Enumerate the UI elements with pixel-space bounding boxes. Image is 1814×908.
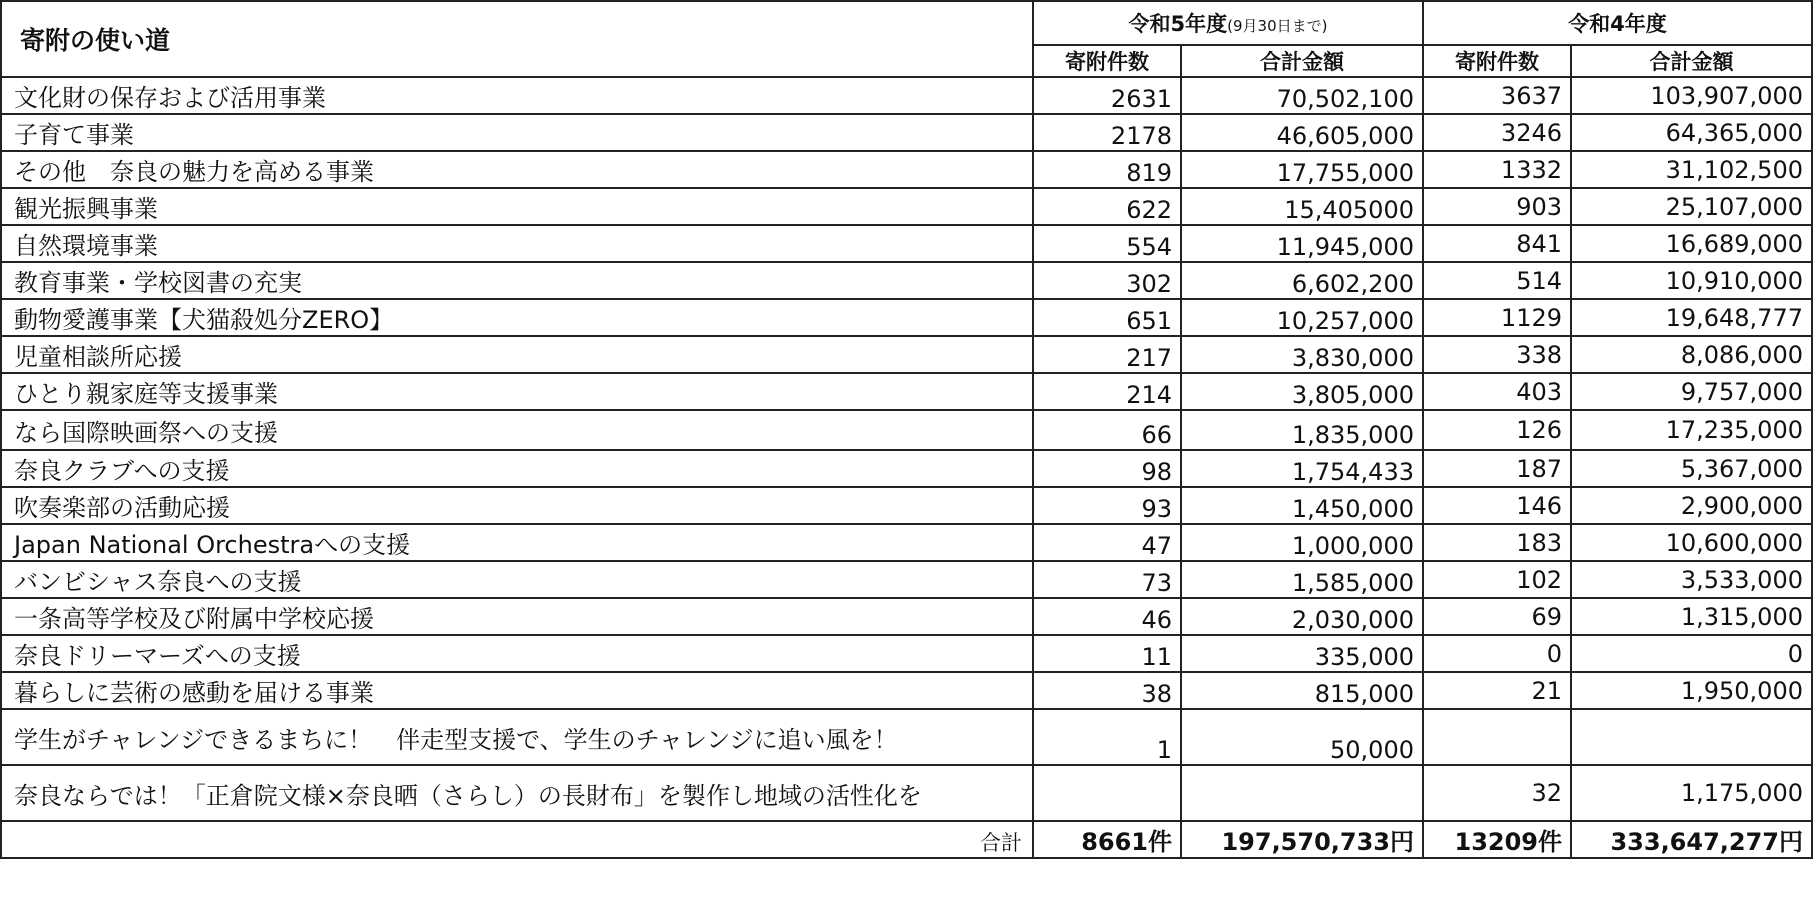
row-r4-amount: 5,367,000 <box>1571 450 1812 487</box>
row-r5-amount: 2,030,000 <box>1181 598 1423 635</box>
row-r4-amount: 64,365,000 <box>1571 114 1812 151</box>
table-row <box>1 225 1812 262</box>
row-r5-amount: 11,945,000 <box>1181 225 1423 262</box>
row-r4-amount: 8,086,000 <box>1571 336 1812 373</box>
row-name: 動物愛護事業【犬猫殺処分ZERO】 <box>1 299 1033 336</box>
row-r5-amount <box>1181 765 1423 821</box>
row-r5-count: 302 <box>1033 262 1181 299</box>
row-name: 奈良クラブへの支援 <box>1 450 1033 487</box>
total-r5-amount: 197,570,733円 <box>1181 821 1423 858</box>
header-r5-label: 令和5年度 <box>1128 12 1228 36</box>
row-r5-amount: 70,502,100 <box>1181 77 1423 114</box>
row-r4-amount: 10,600,000 <box>1571 524 1812 561</box>
table-row <box>1 77 1812 114</box>
row-r4-count: 903 <box>1423 188 1571 225</box>
total-r5-count: 8661件 <box>1033 821 1181 858</box>
table-row <box>1 765 1812 821</box>
row-r5-count: 214 <box>1033 373 1181 410</box>
table-row <box>1 188 1812 225</box>
row-r4-count: 32 <box>1423 765 1571 821</box>
row-r5-count: 47 <box>1033 524 1181 561</box>
row-r5-count: 46 <box>1033 598 1181 635</box>
table-row <box>1 709 1812 765</box>
row-r4-count: 0 <box>1423 635 1571 672</box>
table-row <box>1 373 1812 410</box>
row-r5-count: 98 <box>1033 450 1181 487</box>
row-r4-count: 514 <box>1423 262 1571 299</box>
header-r5-amount: 合計金額 <box>1181 45 1423 77</box>
row-r5-count: 554 <box>1033 225 1181 262</box>
total-r4-count: 13209件 <box>1423 821 1571 858</box>
row-r5-count: 819 <box>1033 151 1181 188</box>
table-row <box>1 151 1812 188</box>
row-r5-count: 93 <box>1033 487 1181 524</box>
row-r4-amount: 2,900,000 <box>1571 487 1812 524</box>
row-r5-amount: 1,754,433 <box>1181 450 1423 487</box>
row-r4-amount: 1,175,000 <box>1571 765 1812 821</box>
table-row <box>1 524 1812 561</box>
row-name: 学生がチャレンジできるまちに！ 伴走型支援で、学生のチャレンジに追い風を！ <box>1 709 1033 765</box>
table-row <box>1 635 1812 672</box>
row-r5-count: 38 <box>1033 672 1181 709</box>
row-r5-count: 2631 <box>1033 77 1181 114</box>
row-r5-count: 217 <box>1033 336 1181 373</box>
row-r4-count: 403 <box>1423 373 1571 410</box>
row-r4-amount: 103,907,000 <box>1571 77 1812 114</box>
row-r4-count: 21 <box>1423 672 1571 709</box>
row-r5-amount: 815,000 <box>1181 672 1423 709</box>
row-r5-count: 66 <box>1033 410 1181 450</box>
row-r5-amount: 335,000 <box>1181 635 1423 672</box>
header-r4 <box>1423 1 1812 45</box>
table-title: 寄附の使い道 <box>1 1 1033 77</box>
table-row <box>1 598 1812 635</box>
row-name: 子育て事業 <box>1 114 1033 151</box>
row-name: 奈良ドリーマーズへの支援 <box>1 635 1033 672</box>
row-r5-amount: 3,805,000 <box>1181 373 1423 410</box>
row-r4-amount <box>1571 709 1812 765</box>
row-name: 暮らしに芸術の感動を届ける事業 <box>1 672 1033 709</box>
row-r4-count: 69 <box>1423 598 1571 635</box>
header-r5 <box>1033 1 1423 45</box>
row-r4-amount: 9,757,000 <box>1571 373 1812 410</box>
row-r4-count: 146 <box>1423 487 1571 524</box>
total-row <box>1 821 1812 858</box>
row-r4-count: 187 <box>1423 450 1571 487</box>
row-r5-count: 622 <box>1033 188 1181 225</box>
row-r5-amount: 17,755,000 <box>1181 151 1423 188</box>
row-r5-amount: 46,605,000 <box>1181 114 1423 151</box>
row-r4-amount: 1,315,000 <box>1571 598 1812 635</box>
header-r4-count: 寄附件数 <box>1423 45 1571 77</box>
row-r4-count: 1129 <box>1423 299 1571 336</box>
header-r5-note: (9月30日まで) <box>1227 17 1328 35</box>
row-r4-amount: 1,950,000 <box>1571 672 1812 709</box>
table-row <box>1 487 1812 524</box>
table-row <box>1 262 1812 299</box>
total-label: 合計 <box>1 821 1033 858</box>
row-r4-amount: 31,102,500 <box>1571 151 1812 188</box>
row-r5-amount: 3,830,000 <box>1181 336 1423 373</box>
row-r4-count: 102 <box>1423 561 1571 598</box>
table-row <box>1 672 1812 709</box>
table-row <box>1 114 1812 151</box>
row-r4-count: 3637 <box>1423 77 1571 114</box>
row-r4-count: 3246 <box>1423 114 1571 151</box>
row-r5-amount: 1,835,000 <box>1181 410 1423 450</box>
row-r4-count: 126 <box>1423 410 1571 450</box>
row-name: 自然環境事業 <box>1 225 1033 262</box>
row-name: 児童相談所応援 <box>1 336 1033 373</box>
table-row <box>1 410 1812 450</box>
row-r5-count: 651 <box>1033 299 1181 336</box>
table-row <box>1 336 1812 373</box>
row-r5-amount: 1,585,000 <box>1181 561 1423 598</box>
row-name: なら国際映画祭への支援 <box>1 410 1033 450</box>
row-name: 観光振興事業 <box>1 188 1033 225</box>
row-r5-amount: 1,000,000 <box>1181 524 1423 561</box>
header-r5-count: 寄附件数 <box>1033 45 1181 77</box>
row-name: その他 奈良の魅力を高める事業 <box>1 151 1033 188</box>
row-r4-count: 338 <box>1423 336 1571 373</box>
row-r4-amount: 16,689,000 <box>1571 225 1812 262</box>
row-r4-amount: 17,235,000 <box>1571 410 1812 450</box>
row-r5-count: 1 <box>1033 709 1181 765</box>
row-r5-amount: 6,602,200 <box>1181 262 1423 299</box>
row-r4-count: 1332 <box>1423 151 1571 188</box>
row-name: 教育事業・学校図書の充実 <box>1 262 1033 299</box>
header-r4-label: 令和4年度 <box>1568 12 1667 36</box>
table-row <box>1 450 1812 487</box>
row-r5-count: 11 <box>1033 635 1181 672</box>
total-r4-amount: 333,647,277円 <box>1571 821 1812 858</box>
row-r4-amount: 19,648,777 <box>1571 299 1812 336</box>
row-r4-amount: 3,533,000 <box>1571 561 1812 598</box>
row-r5-count: 2178 <box>1033 114 1181 151</box>
row-r4-amount: 0 <box>1571 635 1812 672</box>
header-r4-amount: 合計金額 <box>1571 45 1812 77</box>
row-r4-count: 183 <box>1423 524 1571 561</box>
table-row <box>1 561 1812 598</box>
row-name: Japan National Orchestraへの支援 <box>1 524 1033 561</box>
row-name: 奈良ならでは！「正倉院文様×奈良晒（さらし）の長財布」を製作し地域の活性化を <box>1 765 1033 821</box>
row-r5-amount: 15,405000 <box>1181 188 1423 225</box>
row-name: 吹奏楽部の活動応援 <box>1 487 1033 524</box>
table-body <box>1 77 1812 821</box>
row-name: ひとり親家庭等支援事業 <box>1 373 1033 410</box>
row-r4-amount: 10,910,000 <box>1571 262 1812 299</box>
row-name: バンビシャス奈良への支援 <box>1 561 1033 598</box>
row-r5-count: 73 <box>1033 561 1181 598</box>
row-r5-amount: 1,450,000 <box>1181 487 1423 524</box>
row-r4-count: 841 <box>1423 225 1571 262</box>
row-name: 文化財の保存および活用事業 <box>1 77 1033 114</box>
row-r5-count <box>1033 765 1181 821</box>
row-r4-amount: 25,107,000 <box>1571 188 1812 225</box>
row-r5-amount: 10,257,000 <box>1181 299 1423 336</box>
row-r5-amount: 50,000 <box>1181 709 1423 765</box>
row-r4-count <box>1423 709 1571 765</box>
row-name: 一条高等学校及び附属中学校応援 <box>1 598 1033 635</box>
table-row <box>1 299 1812 336</box>
